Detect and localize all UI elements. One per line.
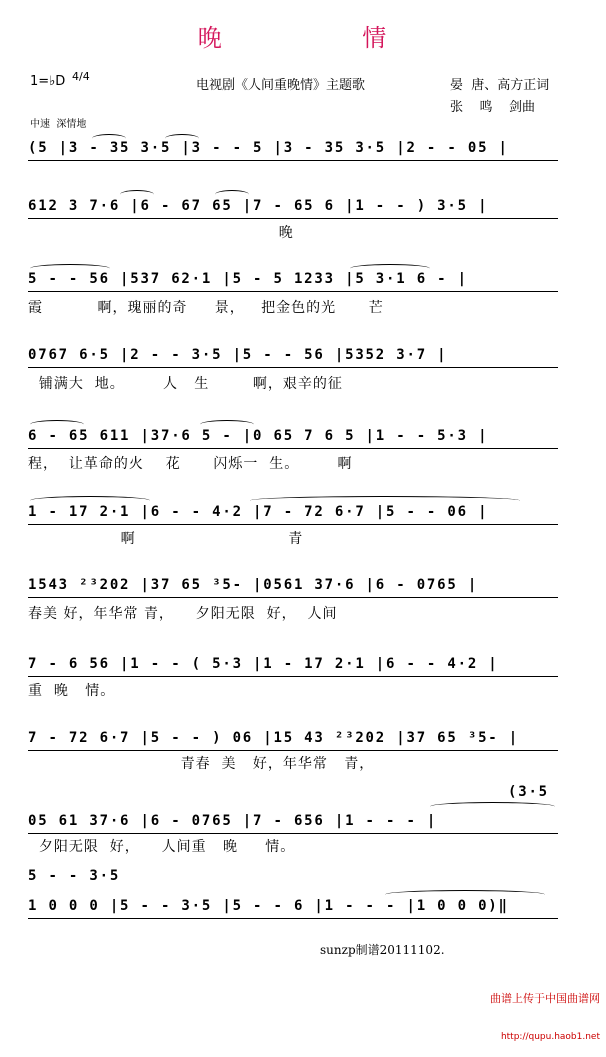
score-line-3: 5 - - 56 |537 62·1 |5 - 5 1233 |5 3·1 6 - |: [28, 271, 468, 287]
score-line-5: 6 - 65 611 |37·6 5 - |0 65 7 6 5 |1 - - 5·3 |: [28, 428, 489, 444]
lyric-line-9: 青春 美 好，年华常 青，: [28, 756, 375, 772]
lyric-line-5: 程， 让革命的火 花 闪烁一 生。 啊: [28, 456, 353, 472]
score-line-4: 0767 6·5 |2 - - 3·5 |5 - - 56 |5352 3·7 |: [28, 347, 448, 363]
lyric-line-8: 重 晚 情。: [28, 683, 116, 699]
lyric-line-4: 铺满大 地。 人 生 啊，艰辛的征: [28, 376, 343, 392]
score-line-10: 05 61 37·6 |6 - 0765 |7 - 656 |1 - - - |: [28, 813, 438, 829]
score-line-2: 612 3 7·6 |6 - 67 65 |7 - 65 6 |1 - - ) 3·5 |: [28, 198, 489, 214]
score-line-11: 1 0 0 0 |5 - - 3·5 |5 - - 6 |1 - - - |1 0 0 0)‖: [28, 898, 509, 914]
key-signature: 1=♭D: [30, 74, 66, 89]
score-line-6: 1 - 17 2·1 |6 - - 4·2 |7 - 72 6·7 |5 - - 06 |: [28, 504, 489, 520]
score-line-9: 7 - 72 6·7 |5 - - ) 06 |15 43 ²³202 |37 65 ³5- |: [28, 730, 519, 746]
lyric-line-2: 晚: [28, 225, 294, 241]
composer: 张 鸣 剑曲: [450, 100, 536, 115]
tempo-marking: 中速 深情地: [30, 119, 87, 130]
site-name: 曲谱上传于中国曲谱网: [490, 992, 600, 1005]
score-line-8: 7 - 6 56 |1 - - ( 5·3 |1 - 17 2·1 |6 - - 4·2 |: [28, 656, 499, 672]
lyric-line-3: 霞 啊，瑰丽的奇 景， 把金色的光 芒: [28, 300, 384, 316]
arranger-credit: sunzp制谱20111102.: [320, 943, 445, 957]
lyric-line-10: 夕阳无限 好， 人间重 晚 情。: [28, 839, 296, 855]
lyricist: 晏 唐、高方正词: [450, 78, 550, 93]
time-signature: 4/4: [72, 70, 90, 83]
site-url: http://qupu.haob1.net: [500, 1032, 600, 1042]
lyric-line-6: 啊 青: [28, 531, 304, 547]
score-line-10a: (3·5: [508, 784, 549, 800]
score-line-7: 1543 ²³202 |37 65 ³5- |0561 37·6 |6 - 0765 |: [28, 577, 479, 593]
lyric-line-7: 春美 好，年华常 青， 夕阳无限 好， 人间: [28, 606, 338, 622]
score-line-11a: 5 - - 3·5: [28, 868, 121, 884]
subtitle: 电视剧《人间重晚情》主题歌: [196, 78, 366, 93]
site-watermark: [490, 966, 600, 1057]
score-line-1: (5 |3 - 35 3·5 |3 - - 5 |3 - 35 3·5 |2 - - 05 |: [28, 140, 509, 156]
song-title: 晚 情: [197, 24, 409, 52]
